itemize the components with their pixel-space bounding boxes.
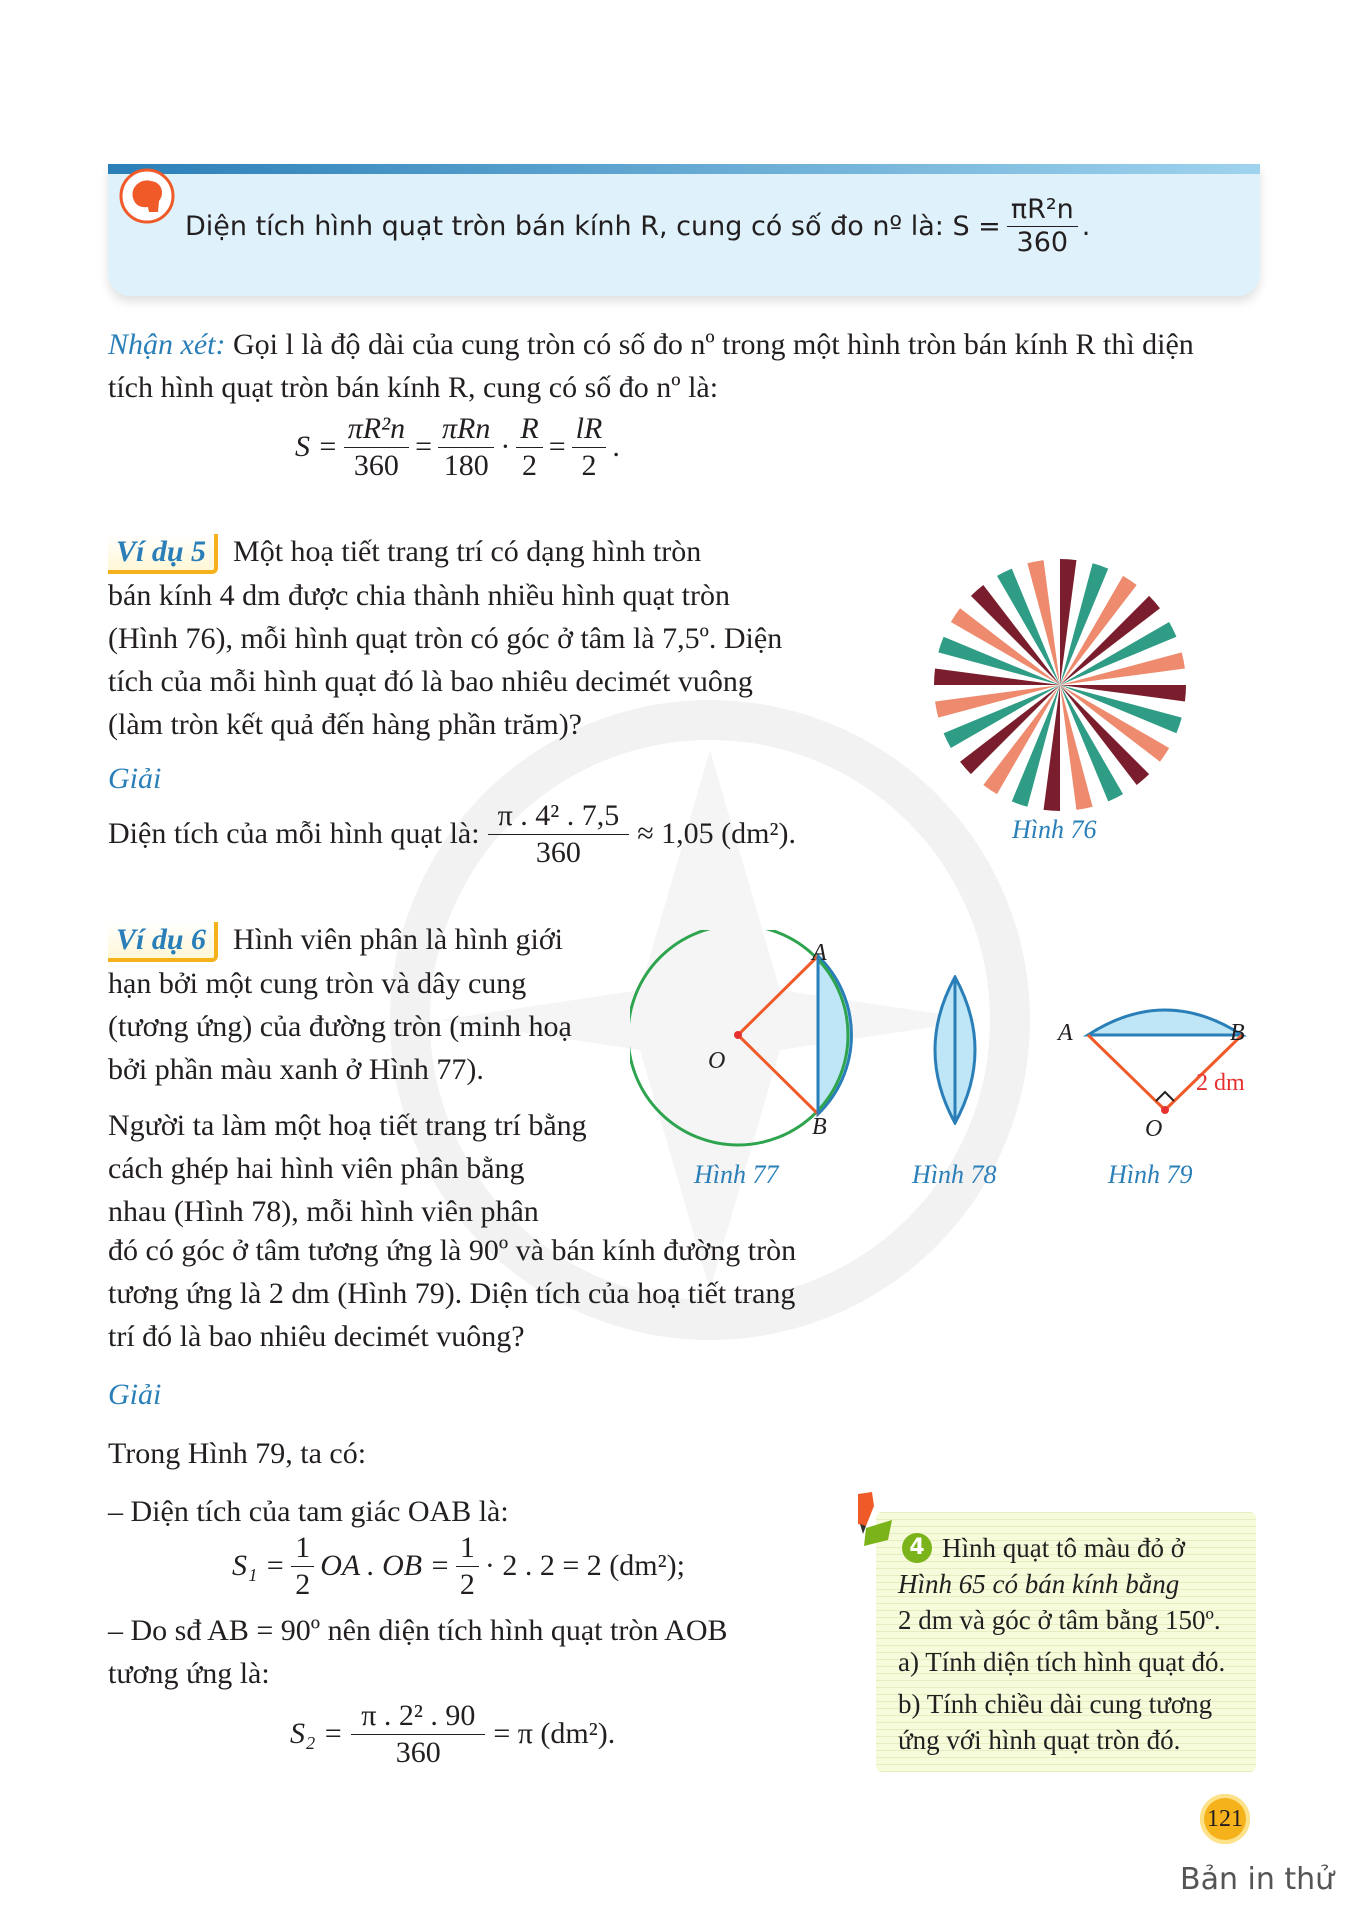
theorem-text: Diện tích hình quạt tròn bán kính R, cung có số đo nº là: S =: [185, 211, 1001, 243]
example5-line4: tích của mỗi hình quạt đó là bao nhiêu decimét vuông: [108, 665, 753, 698]
s1-f2-den: 2: [459, 1567, 475, 1601]
remark-text-1: Gọi l là độ dài của cung tròn có số đo nº trong một hình tròn bán kính R thì diện: [232, 328, 1194, 361]
figure77-caption: Hình 77: [694, 1160, 779, 1189]
figure79-radius-label: 2 dm: [1196, 1070, 1245, 1096]
example6-s2-formula: [290, 1700, 615, 1768]
example6-line8: đó có góc ở tâm tương ứng là 90º và bán kính đường tròn: [108, 1234, 797, 1267]
example6-step2: [108, 1609, 828, 1695]
example5-solution: [108, 800, 796, 868]
formula-lhs: S =: [295, 430, 338, 463]
theorem-frac-den: 360: [1016, 227, 1069, 259]
example6-line4: bởi phần màu xanh ở Hình 77).: [108, 1053, 484, 1086]
theorem-top-bar: [108, 164, 1260, 174]
example6-line2: hạn bởi một cung tròn và dây cung: [108, 967, 527, 1000]
example6-text-wide: [108, 1229, 828, 1358]
s2-lhs: S₂ =: [290, 1717, 344, 1750]
theorem-text-row: Diện tích hình quạt tròn bán kính R, cung có số đo nº là: S = $\frac{\text{πR²n}}{360}$ .: [185, 194, 1091, 259]
s2-den: 360: [395, 1735, 441, 1769]
exercise4-part-a: a) Tính diện tích hình quạt đó.: [898, 1647, 1226, 1677]
figure79-caption: Hình 79: [1108, 1160, 1193, 1189]
figure77-diagram: [630, 930, 870, 1160]
formula-f2-num: πRn: [438, 413, 494, 448]
example6-sol-intro: Trong Hình 79, ta có:: [108, 1437, 367, 1470]
figure76-fan: [930, 555, 1190, 815]
footer-draft-label: Bản in thử: [1180, 1862, 1335, 1897]
exercise4-part-b1: b) Tính chiều dài cung tương: [898, 1689, 1213, 1719]
figure77-radius-ob: [738, 1035, 818, 1114]
figure77-label-a: A: [812, 940, 827, 966]
example6-sol-step2a: – Do sđ AB = 90º nên diện tích hình quạt tròn AOB: [108, 1614, 728, 1647]
example5-sol-result: ≈ 1,05 (dm²).: [637, 817, 796, 850]
s1-rhs: · 2 . 2 = 2 (dm²);: [484, 1549, 685, 1582]
s1-mid: OA . OB =: [320, 1549, 450, 1582]
example6-line7: nhau (Hình 78), mỗi hình viên phân: [108, 1195, 539, 1228]
exercise4-line1: Hình quạt tô màu đỏ ở: [942, 1533, 1185, 1563]
formula-f4-den: 2: [581, 448, 597, 482]
exercise4-text: [898, 1530, 1234, 1758]
s2-rhs: = π (dm²).: [493, 1717, 616, 1750]
exercise4-part-b2: ứng với hình quạt tròn đó.: [898, 1725, 1181, 1755]
figure78-caption: Hình 78: [912, 1160, 997, 1189]
example5-line5: (làm tròn kết quả đến hàng phần trăm)?: [108, 708, 582, 741]
s1-f1-den: 2: [295, 1567, 311, 1601]
formula-f3-den: 2: [522, 448, 538, 482]
example5-text: [108, 530, 828, 746]
figure79-label-o: O: [1145, 1116, 1163, 1142]
remark-label: Nhận xét:: [108, 328, 226, 361]
s1-f1-num: 1: [291, 1532, 314, 1567]
exercise4-line3: 2 dm và góc ở tâm bằng 150º.: [898, 1605, 1221, 1635]
exercise4-line2: Hình 65 có bán kính bằng: [898, 1569, 1180, 1599]
example6-tag: Ví dụ 6: [108, 922, 218, 962]
example6-sol-step2b: tương ứng là:: [108, 1657, 270, 1690]
formula-f2-den: 180: [443, 448, 489, 482]
example6-sol-step1: – Diện tích của tam giác OAB là:: [108, 1495, 509, 1528]
example5-sol-text: Diện tích của mỗi hình quạt là:: [108, 817, 480, 850]
figure79-right-angle: [1156, 1092, 1174, 1101]
figure76-caption: Hình 76: [1012, 815, 1097, 844]
example6-line3: (tương ứng) của đường tròn (minh hoạ: [108, 1010, 572, 1043]
example5-sol-den: 360: [535, 835, 581, 869]
example6-s1-formula: [232, 1532, 685, 1600]
example6-line6: cách ghép hai hình viên phân bằng: [108, 1152, 525, 1185]
figure78-diagram: [920, 975, 990, 1125]
figure77-radius-oa: [738, 956, 818, 1035]
example6-line1: Hình viên phân là hình giới: [233, 923, 564, 956]
remark-block: [108, 323, 1260, 409]
figure79-label-b: B: [1230, 1020, 1245, 1046]
example5-line1: Một hoạ tiết trang trí có dạng hình tròn: [233, 535, 702, 568]
s2-num: π . 2² . 90: [351, 1700, 485, 1735]
s1-f2-num: 1: [456, 1532, 479, 1567]
example6-text-narrow: [108, 918, 610, 1233]
exercise4-number: 4: [902, 1533, 932, 1563]
example5-sol-num: π . 4² . 7,5: [488, 800, 630, 835]
formula-f4-num: lR: [572, 413, 607, 448]
remark-text-2: tích hình quạt tròn bán kính R, cung có số đo nº là:: [108, 371, 719, 404]
formula-f3-num: R: [516, 413, 542, 448]
s1-lhs: S₁ =: [232, 1549, 286, 1582]
figure79-segment: [1088, 1010, 1242, 1035]
figure77-label-o: O: [708, 1048, 726, 1074]
remark-formula: S = $\frac{\text{πR²n}}{360}$ = $\frac{\text{πRn}}{180}$ · $\frac{R}{2}$ = $\frac{lR}{2}$ .: [295, 412, 620, 482]
formula-f1-num: πR²n: [344, 413, 409, 448]
example6-line10: trí đó là bao nhiêu decimét vuông?: [108, 1320, 525, 1353]
example5-tag: Ví dụ 5: [108, 534, 218, 574]
example6-line9: tương ứng là 2 dm (Hình 79). Diện tích của hoạ tiết trang: [108, 1277, 796, 1310]
figure77-label-b: B: [812, 1114, 827, 1140]
figure79-label-a: A: [1058, 1020, 1073, 1046]
figure79-center: [1161, 1106, 1169, 1114]
brain-icon: [118, 168, 176, 226]
example5-line3: (Hình 76), mỗi hình quạt tròn có góc ở tâm là 7,5º. Diện: [108, 622, 783, 655]
example5-solution-label: Giải: [108, 762, 162, 795]
pen-icon: [852, 1492, 896, 1552]
page-number: 121: [1207, 1806, 1243, 1832]
theorem-fraction: [1007, 196, 1078, 258]
figure77-center: [734, 1031, 742, 1039]
example6-line5: Người ta làm một hoạ tiết trang trí bằng: [108, 1109, 587, 1142]
formula-f1-den: 360: [353, 448, 399, 482]
figure79-radius-oa: [1088, 1035, 1165, 1110]
theorem-frac-num: πR²n: [1007, 196, 1078, 227]
example6-solution-label: Giải: [108, 1378, 162, 1411]
example5-line2: bán kính 4 dm được chia thành nhiều hình quạt tròn: [108, 579, 731, 612]
